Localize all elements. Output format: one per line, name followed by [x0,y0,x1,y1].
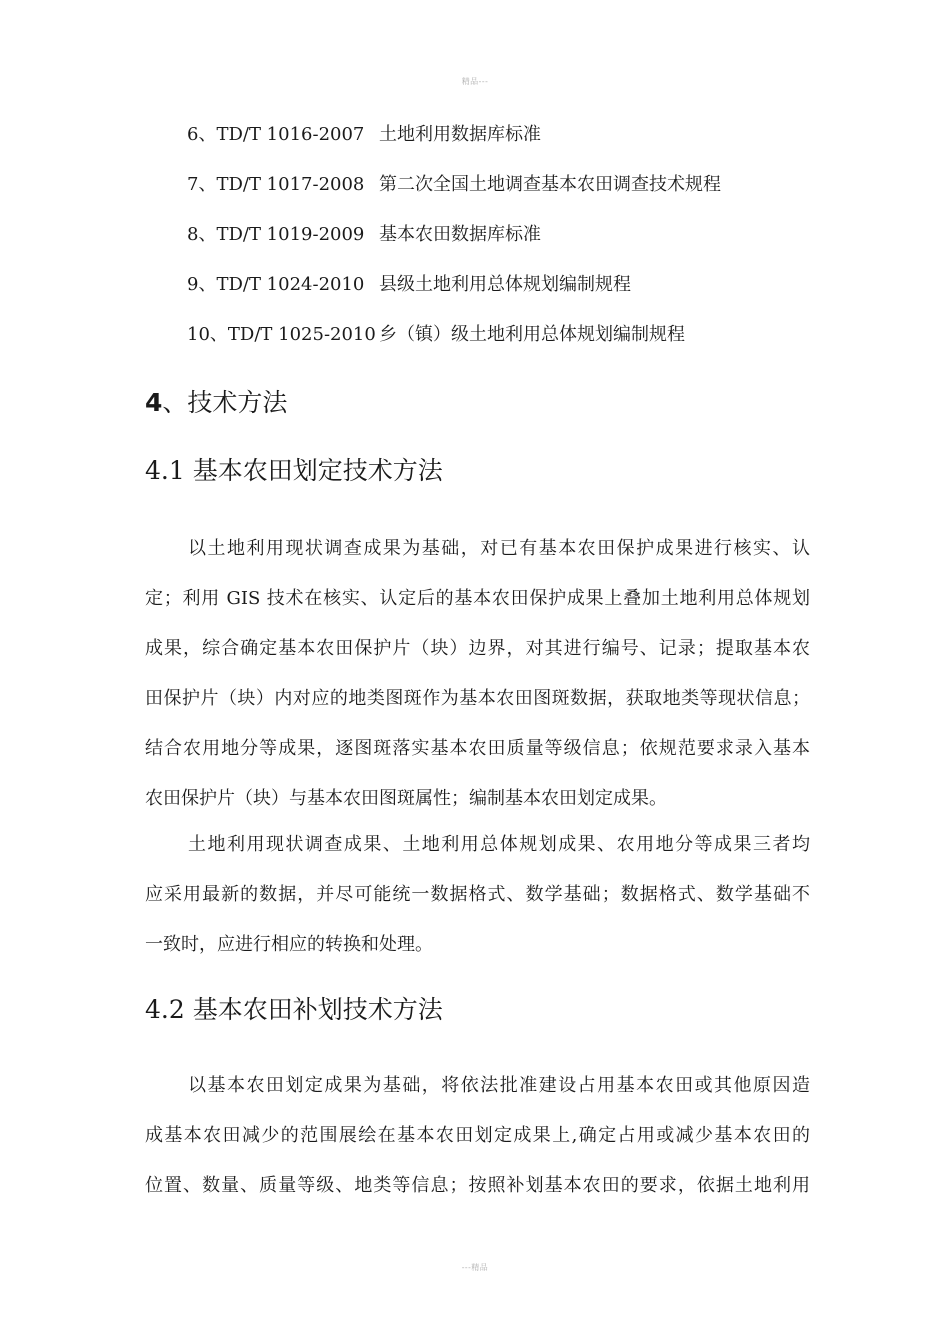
paragraph-line: 成基本农田减少的范围展绘在基本农田划定成果上,确定占用或减少基本农田的 [145,1125,810,1146]
reference-index: 7、 [187,174,217,195]
reference-title: 乡（镇）级土地利用总体规划编制规程 [379,324,685,345]
paragraph-line: 田保护片（块）内对应的地类图斑作为基本农田图斑数据，获取地类等现状信息； [145,688,810,709]
paragraph-line: 土地利用现状调查成果、土地利用总体规划成果、农用地分等成果三者均 [188,834,810,855]
reference-title: 基本农田数据库标准 [379,224,541,245]
paragraph-line: 以土地利用现状调查成果为基础，对已有基本农田保护成果进行核实、认 [188,538,810,559]
paragraph [145,1061,810,1211]
reference-code: TD/T 1019-2009 [216,224,365,245]
reference-index: 8、 [187,224,217,245]
paragraph-line: 位置、数量、质量等级、地类等信息；按照补划基本农田的要求，依据土地利用 [145,1175,810,1196]
section-title: 、技术方法 [162,388,288,417]
paragraph-line: 定；利用 GIS 技术在核实、认定后的基本农田保护成果上叠加土地利用总体规划 [145,588,810,609]
reference-code: TD/T 1016-2007 [216,124,365,145]
page-header-watermark: 精品--- [461,77,489,86]
reference-title: 第二次全国土地调查基本农田调查技术规程 [379,174,721,195]
section-number: 4 [145,388,163,417]
reference-item [187,120,541,150]
paragraph-line: 以基本农田划定成果为基础，将依法批准建设占用基本农田或其他原因造 [188,1075,810,1096]
reference-item [187,220,541,250]
reference-code: TD/T 1025-2010 [227,324,376,345]
reference-index: 6、 [187,124,217,145]
paragraph-line: 农田保护片（块）与基本农田图斑属性；编制基本农田划定成果。 [145,788,667,809]
reference-code: TD/T 1024-2010 [216,274,365,295]
paragraph-line: 结合农用地分等成果，逐图斑落实基本农田质量等级信息；依规范要求录入基本 [145,738,810,759]
reference-title: 土地利用数据库标准 [379,124,541,145]
section-heading-4-1: 4.1 基本农田划定技术方法 [145,456,443,485]
reference-item [187,270,631,300]
paragraph [145,820,810,970]
paragraph [145,524,810,824]
reference-item [187,320,685,350]
reference-code: TD/T 1017-2008 [216,174,365,195]
page-footer-watermark: ---精品 [461,1263,489,1272]
reference-index: 10、 [187,324,228,345]
paragraph-line: 应采用最新的数据，并尽可能统一数据格式、数学基础；数据格式、数学基础不 [145,884,810,905]
reference-item [187,170,721,200]
section-heading-4 [145,383,287,423]
section-heading-4-2: 4.2 基本农田补划技术方法 [145,995,443,1024]
reference-title: 县级土地利用总体规划编制规程 [379,274,631,295]
reference-index: 9、 [187,274,217,295]
paragraph-line: 一致时，应进行相应的转换和处理。 [145,934,433,955]
paragraph-line: 成果，综合确定基本农田保护片（块）边界，对其进行编号、记录；提取基本农 [145,638,810,659]
